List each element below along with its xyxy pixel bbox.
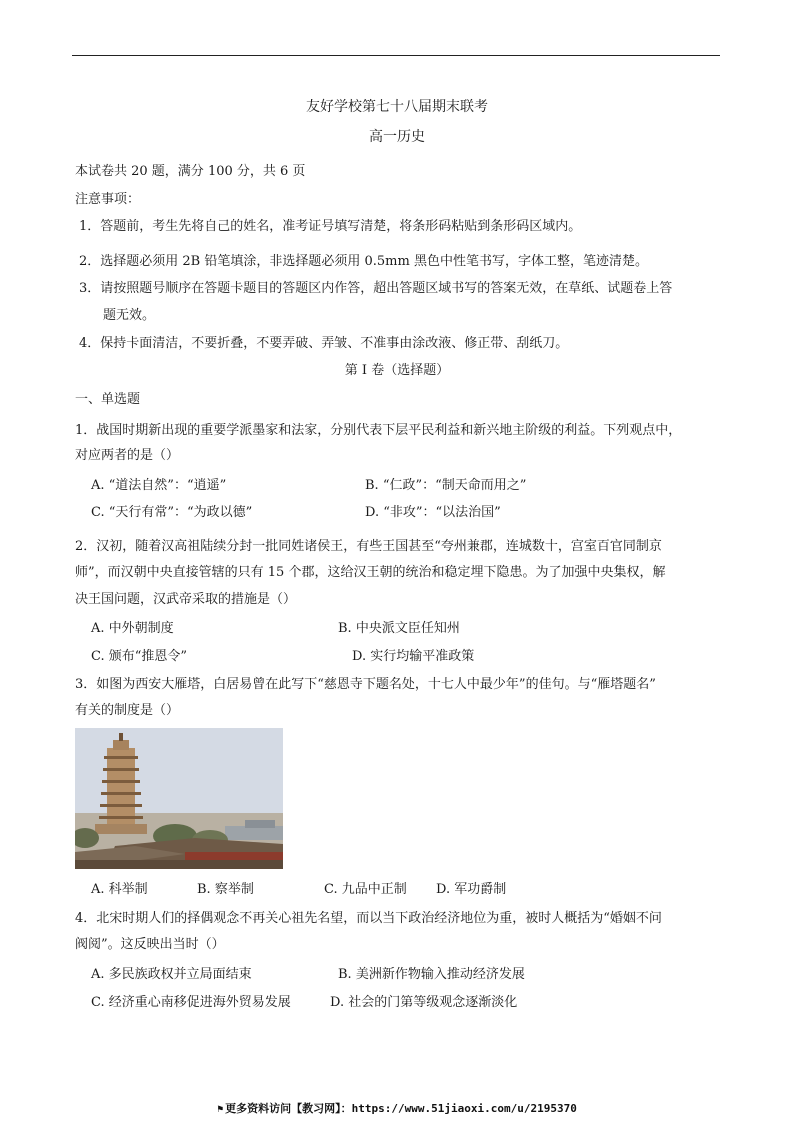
option-b: B. 中央派文臣任知州 [338, 621, 460, 636]
option-d: D. 军功爵制 [436, 882, 507, 897]
note-item: 2．选择题必须用 2B 铅笔填涂，非选择题必须用 0.5mm 黑色中性笔书写，字体工整，笔迹清楚。 [79, 254, 648, 269]
note-item: 1．答题前，考生先将自己的姓名，准考证号填写清楚，将条形码粘贴到条形码区域内。 [79, 219, 582, 234]
option-b: B. “仁政”：“制天命而用之” [365, 478, 527, 493]
option-c: C. “天行有常”：“为政以德” [91, 505, 253, 520]
footer-link[interactable] [0, 1100, 794, 1116]
note-item-continued: 题无效。 [103, 308, 156, 323]
option-b: B. 美洲新作物输入推动经济发展 [338, 967, 525, 982]
question-1-line: 对应两者的是（） [75, 448, 180, 463]
section-title: 第 I 卷（选择题） [344, 363, 450, 378]
option-d: D. 实行均输平准政策 [352, 649, 475, 664]
footer-text: 更多资料访问【教习网】：https://www.51jiaoxi.com/u/2195370 [225, 1102, 577, 1115]
question-4-line: 阀阅”。这反映出当时（） [75, 937, 225, 952]
question-2-line: 师”，而汉朝中央直接管辖的只有 15 个郡，这给汉王朝的统治和稳定埋下隐患。为了加强中央集权，解 [75, 565, 666, 580]
question-4-line: 4．北宋时期人们的择偶观念不再关心祖先名望，而以当下政治经济地位为重，被时人概括为“婚姻不问 [75, 911, 662, 926]
note-item: 3．请按照题号顺序在答题卡题目的答题区内作答，超出答题区域书写的答案无效，在草纸、试题卷上答 [79, 281, 673, 296]
pagoda-illustration [75, 728, 283, 869]
subsection-title: 一、单选题 [75, 392, 141, 407]
option-b: B. 察举制 [197, 882, 254, 897]
question-2-line: 2．汉初，随着汉高祖陆续分封一批同姓诸侯王，有些王国甚至“夸州兼郡，连城数十，宫室百官同制京 [75, 539, 662, 554]
question-2-line: 决王国问题，汉武帝采取的措施是（） [75, 592, 297, 607]
notes-label: 注意事项： [75, 192, 141, 207]
school-title: 友好学校第七十八届期末联考 [306, 99, 488, 115]
option-a: A. 多民族政权并立局面结束 [91, 967, 252, 982]
option-a: A. “道法自然”：“逍遥” [91, 478, 227, 493]
question-3-line: 3．如图为西安大雁塔，白居易曾在此写下“慈恩寺下题名处，十七人中最少年”的佳句。与“雁塔题名” [75, 677, 656, 692]
option-d: D. “非攻”：“以法治国” [365, 505, 501, 520]
question-3-line: 有关的制度是（） [75, 703, 180, 718]
option-a: A. 科举制 [91, 882, 148, 897]
option-c: C. 九品中正制 [324, 882, 407, 897]
exam-summary: 本试卷共 20 题，满分 100 分，共 6 页 [75, 164, 306, 179]
question-1-line: 1．战国时期新出现的重要学派墨家和法家，分别代表下层平民利益和新兴地主阶级的利益。下列观点中， [75, 423, 682, 438]
option-a: A. 中外朝制度 [91, 621, 174, 636]
option-c: C. 颁布“推恩令” [91, 649, 188, 664]
subject-title: 高一历史 [369, 129, 425, 145]
header-rule [72, 55, 720, 56]
option-c: C. 经济重心南移促进海外贸易发展 [91, 995, 291, 1010]
option-d: D. 社会的门第等级观念逐渐淡化 [330, 995, 518, 1010]
flag-icon: ⚑ [217, 1104, 224, 1115]
big-wild-goose-pagoda-photo [75, 728, 283, 869]
note-item: 4．保持卡面清洁，不要折叠，不要弄破、弄皱、不准事由涂改液、修正带、刮纸刀。 [79, 336, 569, 351]
